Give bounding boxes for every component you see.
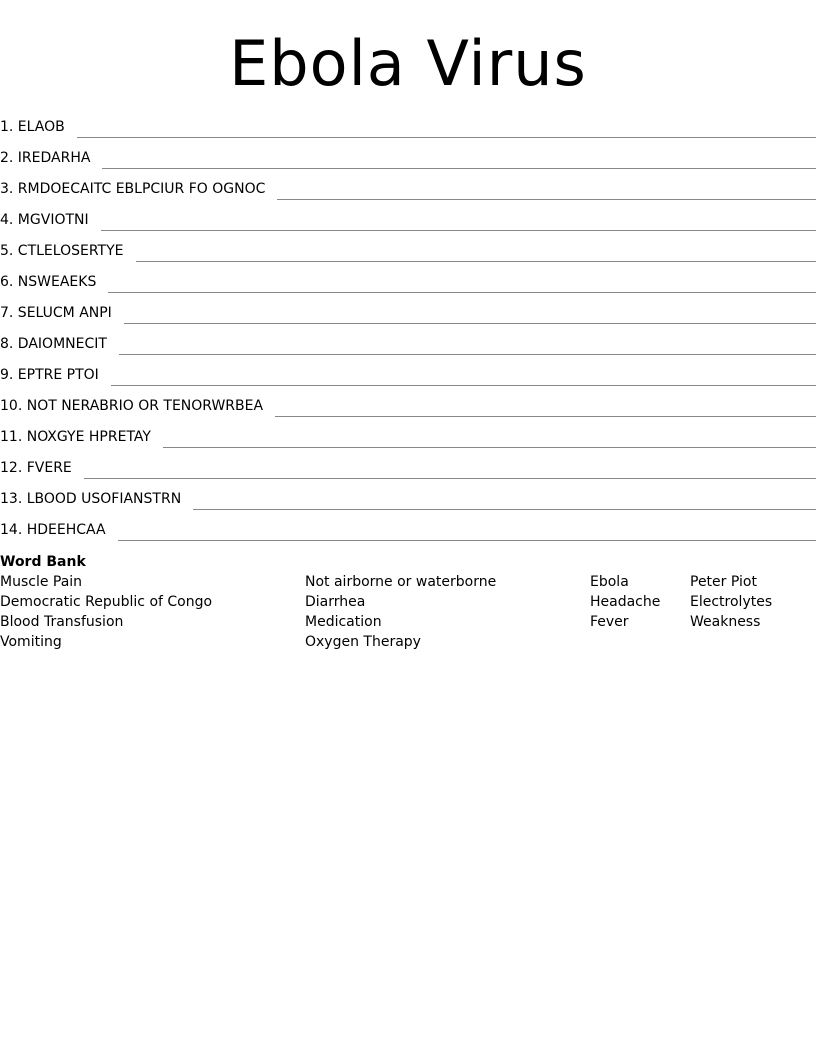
word-bank-column bbox=[690, 572, 772, 632]
question-text: 12. FVERE bbox=[0, 460, 72, 476]
word-bank-item: Fever bbox=[590, 614, 629, 630]
word-bank-column bbox=[305, 572, 496, 652]
question-text: 6. NSWEAEKS bbox=[0, 274, 97, 290]
question-row bbox=[0, 356, 816, 387]
question-row bbox=[0, 418, 816, 449]
question-text: 5. CTLELOSERTYE bbox=[0, 243, 124, 259]
word-bank-item: Medication bbox=[305, 614, 382, 630]
word-bank-item: Muscle Pain bbox=[0, 574, 83, 590]
word-bank-item: Democratic Republic of Congo bbox=[0, 594, 213, 610]
word-bank-item: Peter Piot bbox=[690, 574, 757, 590]
word-bank-item: Oxygen Therapy bbox=[305, 634, 421, 650]
question-row bbox=[0, 511, 816, 542]
word-bank bbox=[0, 552, 816, 652]
answer-line[interactable] bbox=[124, 323, 816, 324]
answer-line[interactable] bbox=[277, 199, 816, 200]
question-row bbox=[0, 232, 816, 263]
word-bank-grid bbox=[0, 572, 816, 652]
word-bank-item: Not airborne or waterborne bbox=[305, 574, 497, 590]
question-text: 1. ELAOB bbox=[0, 119, 65, 135]
word-bank-item: Diarrhea bbox=[305, 594, 366, 610]
question-text: 4. MGVIOTNI bbox=[0, 212, 89, 228]
question-row bbox=[0, 139, 816, 170]
answer-line[interactable] bbox=[193, 509, 816, 510]
question-text: 13. LBOOD USOFIANSTRN bbox=[0, 491, 182, 507]
word-bank-item: Vomiting bbox=[0, 634, 62, 650]
question-row bbox=[0, 201, 816, 232]
question-text: 14. HDEEHCAA bbox=[0, 522, 106, 538]
question-row bbox=[0, 480, 816, 511]
word-bank-item: Ebola bbox=[590, 574, 629, 590]
answer-line[interactable] bbox=[84, 478, 816, 479]
word-bank-column bbox=[590, 572, 660, 632]
question-text: 11. NOXGYE HPRETAY bbox=[0, 429, 151, 445]
page-title: Ebola Virus bbox=[229, 27, 587, 100]
answer-line[interactable] bbox=[108, 292, 816, 293]
word-bank-item: Electrolytes bbox=[690, 594, 773, 610]
answer-line[interactable] bbox=[118, 540, 816, 541]
question-row bbox=[0, 108, 816, 139]
word-bank-item: Blood Transfusion bbox=[0, 614, 124, 630]
question-text: 9. EPTRE PTOI bbox=[0, 367, 99, 383]
word-bank-column bbox=[0, 572, 212, 652]
word-bank-title: Word Bank bbox=[0, 554, 86, 570]
question-row bbox=[0, 449, 816, 480]
question-text: 8. DAIOMNECIT bbox=[0, 336, 107, 352]
question-row bbox=[0, 387, 816, 418]
question-row bbox=[0, 325, 816, 356]
answer-line[interactable] bbox=[119, 354, 816, 355]
answer-line[interactable] bbox=[101, 230, 816, 231]
question-list bbox=[0, 108, 816, 542]
answer-line[interactable] bbox=[275, 416, 816, 417]
answer-line[interactable] bbox=[77, 137, 816, 138]
question-row bbox=[0, 170, 816, 201]
answer-line[interactable] bbox=[111, 385, 816, 386]
word-bank-item: Headache bbox=[590, 594, 661, 610]
question-text: 3. RMDOECAITC EBLPCIUR FO OGNOC bbox=[0, 181, 266, 197]
word-bank-item: Weakness bbox=[690, 614, 761, 630]
question-text: 10. NOT NERABRIO OR TENORWRBEA bbox=[0, 398, 264, 414]
question-row bbox=[0, 294, 816, 325]
question-text: 2. IREDARHA bbox=[0, 150, 91, 166]
answer-line[interactable] bbox=[136, 261, 816, 262]
answer-line[interactable] bbox=[102, 168, 816, 169]
answer-line[interactable] bbox=[163, 447, 816, 448]
question-text: 7. SELUCM ANPI bbox=[0, 305, 112, 321]
question-row bbox=[0, 263, 816, 294]
